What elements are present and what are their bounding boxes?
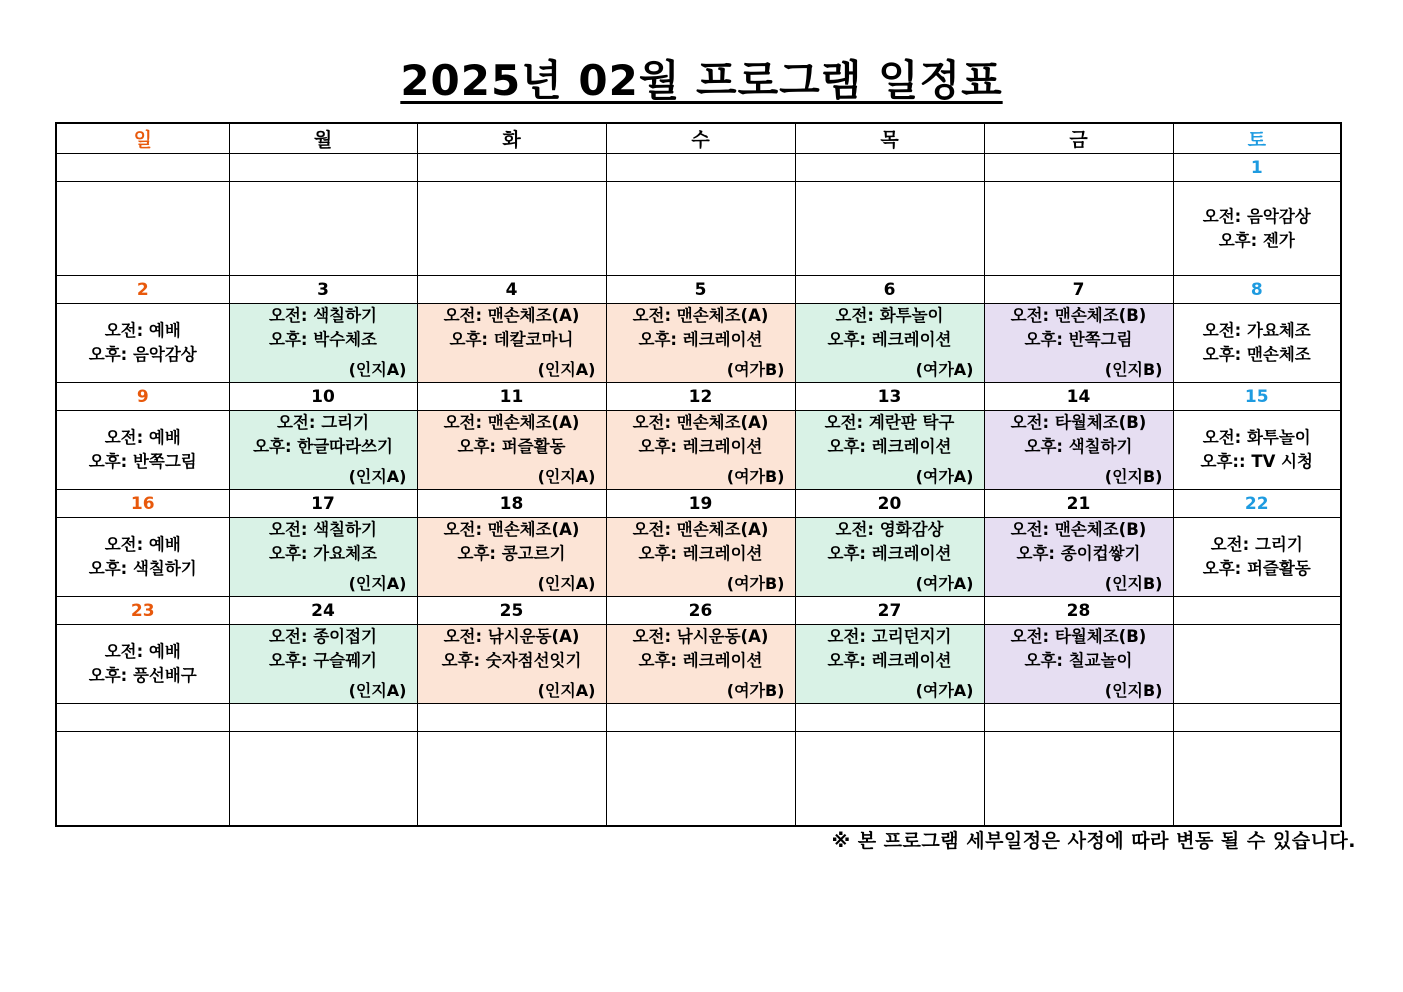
- program-tag: (여가B): [726, 467, 785, 486]
- weekday-header-row: [56, 123, 1341, 154]
- day-cell: [56, 411, 229, 490]
- day-number: [229, 704, 417, 732]
- am-activity: 오전: 예배: [104, 535, 181, 554]
- day-number: [229, 154, 417, 182]
- am-activity: 오전: 낚시운동(A): [443, 627, 580, 646]
- day-number: 15: [1173, 383, 1341, 411]
- day-cell: [56, 182, 229, 276]
- day-number: 11: [417, 383, 606, 411]
- pm-activity: 오후: 레크레이션: [827, 437, 952, 456]
- day-number: 13: [795, 383, 984, 411]
- am-activity: 오전: 예배: [104, 321, 181, 340]
- am-activity: 오전: 색칠하기: [269, 306, 377, 325]
- day-cell: [606, 411, 795, 490]
- program-tag: (인지A): [348, 574, 407, 593]
- program-tag: (인지A): [537, 467, 596, 486]
- day-number: [1173, 597, 1341, 625]
- day-cell: [56, 304, 229, 383]
- am-activity: 오전: 맨손체조(B): [1010, 520, 1147, 539]
- day-cell: [1173, 732, 1341, 827]
- day-number: 10: [229, 383, 417, 411]
- day-cell: [606, 625, 795, 704]
- pm-activity: 오후: 음악감상: [88, 345, 197, 364]
- day-number: 17: [229, 490, 417, 518]
- day-cell: [606, 732, 795, 827]
- schedule-calendar: [55, 122, 1342, 827]
- pm-activity: 오후: 색칠하기: [88, 559, 197, 578]
- day-number: 1: [1173, 154, 1341, 182]
- pm-activity: 오후: 한글따라쓰기: [253, 437, 393, 456]
- day-number: [417, 154, 606, 182]
- program-tag: (여가B): [726, 574, 785, 593]
- footnote: ※ 본 프로그램 세부일정은 사정에 따라 변동 될 수 있습니다.: [831, 830, 1356, 852]
- day-cell: [1173, 411, 1341, 490]
- am-activity: 오전: 가요체조: [1202, 321, 1311, 340]
- am-activity: 오전: 화투놀이: [1202, 428, 1311, 447]
- day-cell: [984, 304, 1173, 383]
- weekday-sun: 일: [56, 123, 229, 154]
- day-cell: [229, 304, 417, 383]
- pm-activity: 오후: 레크레이션: [638, 437, 763, 456]
- day-number: [795, 154, 984, 182]
- day-number: [795, 704, 984, 732]
- pm-activity: 오후: 젠가: [1218, 230, 1295, 250]
- day-content-row: [56, 304, 1341, 383]
- day-number: [606, 704, 795, 732]
- day-number: 2: [56, 276, 229, 304]
- program-tag: (인지A): [537, 574, 596, 593]
- weekday-mon: 월: [229, 123, 417, 154]
- day-number: 5: [606, 276, 795, 304]
- program-tag: (여가A): [915, 574, 974, 593]
- pm-activity: 오후: 레크레이션: [827, 330, 952, 349]
- day-cell: [1173, 518, 1341, 597]
- day-number-row: [56, 490, 1341, 518]
- day-cell: [229, 411, 417, 490]
- pm-activity: 오후: 박수체조: [269, 330, 377, 349]
- pm-activity: 오후: 데칼코마니: [449, 330, 574, 349]
- pm-activity: 오후: 숫자점선잇기: [441, 651, 582, 670]
- day-number: 8: [1173, 276, 1341, 304]
- day-number: 7: [984, 276, 1173, 304]
- am-activity: 오전: 화투놀이: [835, 306, 944, 325]
- day-number: 19: [606, 490, 795, 518]
- day-cell: [795, 304, 984, 383]
- pm-activity: 오후: 풍선배구: [88, 666, 197, 685]
- day-number: 26: [606, 597, 795, 625]
- day-cell: [984, 518, 1173, 597]
- day-number: 9: [56, 383, 229, 411]
- am-activity: 오전: 예배: [104, 428, 181, 447]
- day-cell: [56, 625, 229, 704]
- day-number: 3: [229, 276, 417, 304]
- day-number: 21: [984, 490, 1173, 518]
- program-tag: (인지B): [1104, 681, 1163, 700]
- day-cell: [417, 625, 606, 704]
- pm-activity: 오후: 구슬꿰기: [269, 651, 377, 670]
- am-activity: 오전: 맨손체조(A): [632, 520, 769, 539]
- am-activity: 오전: 타월체조(B): [1010, 627, 1147, 646]
- am-activity: 오전: 고리던지기: [827, 627, 952, 646]
- day-cell: [606, 182, 795, 276]
- am-activity: 오전: 종이접기: [269, 627, 377, 646]
- weekday-tue: 화: [417, 123, 606, 154]
- weekday-wed: 수: [606, 123, 795, 154]
- day-content-row: [56, 732, 1341, 827]
- am-activity: 오전: 음악감상: [1202, 206, 1311, 226]
- weekday-fri: 금: [984, 123, 1173, 154]
- pm-activity: 오후: 레크레이션: [827, 544, 952, 563]
- program-tag: (인지B): [1104, 360, 1163, 379]
- day-number: [984, 704, 1173, 732]
- day-number: 28: [984, 597, 1173, 625]
- pm-activity: 오후: 가요체조: [269, 544, 377, 563]
- program-tag: (인지A): [537, 681, 596, 700]
- day-cell: [1173, 625, 1341, 704]
- day-number: [56, 704, 229, 732]
- day-number-row: [56, 383, 1341, 411]
- day-cell: [984, 182, 1173, 276]
- pm-activity: 오후: 퍼즐활동: [1202, 559, 1311, 578]
- program-tag: (여가B): [726, 681, 785, 700]
- am-activity: 오전: 타월체조(B): [1010, 413, 1147, 432]
- day-cell: [229, 625, 417, 704]
- day-content-row: [56, 182, 1341, 276]
- program-tag: (인지A): [348, 681, 407, 700]
- pm-activity: 오후: 반쪽그림: [88, 452, 197, 471]
- am-activity: 오전: 색칠하기: [269, 520, 377, 539]
- pm-activity: 오후: 칠교놀이: [1024, 651, 1133, 670]
- day-cell: [56, 518, 229, 597]
- day-number: [984, 154, 1173, 182]
- day-number: 14: [984, 383, 1173, 411]
- program-tag: (여가A): [915, 360, 974, 379]
- am-activity: 오전: 낚시운동(A): [632, 627, 769, 646]
- day-number-row: [56, 276, 1341, 304]
- day-cell: [795, 732, 984, 827]
- am-activity: 오전: 맨손체조(A): [443, 306, 580, 325]
- pm-activity: 오후: 콩고르기: [457, 544, 566, 563]
- day-number: 23: [56, 597, 229, 625]
- program-tag: (인지A): [348, 467, 407, 486]
- day-number: 16: [56, 490, 229, 518]
- day-cell: [417, 182, 606, 276]
- pm-activity: 오후: 레크레이션: [638, 330, 763, 349]
- pm-activity: 오후: 색칠하기: [1024, 437, 1133, 456]
- day-cell: [1173, 304, 1341, 383]
- weekday-sat: 토: [1173, 123, 1341, 154]
- day-number: 27: [795, 597, 984, 625]
- day-cell: [795, 182, 984, 276]
- am-activity: 오전: 맨손체조(A): [443, 413, 580, 432]
- day-cell: [606, 304, 795, 383]
- am-activity: 오전: 맨손체조(B): [1010, 306, 1147, 325]
- day-number: [1173, 704, 1341, 732]
- day-number: 24: [229, 597, 417, 625]
- pm-activity: 오후: 레크레이션: [638, 544, 763, 563]
- day-cell: [229, 182, 417, 276]
- day-number: [56, 154, 229, 182]
- day-number: 18: [417, 490, 606, 518]
- day-number: 6: [795, 276, 984, 304]
- program-tag: (여가A): [915, 681, 974, 700]
- day-number: 20: [795, 490, 984, 518]
- day-number: 12: [606, 383, 795, 411]
- program-tag: (인지B): [1104, 574, 1163, 593]
- day-number-row: [56, 154, 1341, 182]
- day-cell: [417, 732, 606, 827]
- day-cell: [795, 625, 984, 704]
- day-cell: [229, 732, 417, 827]
- day-cell: [795, 518, 984, 597]
- program-tag: (인지B): [1104, 467, 1163, 486]
- program-tag: (인지A): [348, 360, 407, 379]
- day-number-row: [56, 597, 1341, 625]
- day-number: [606, 154, 795, 182]
- day-cell: [417, 411, 606, 490]
- am-activity: 오전: 그리기: [276, 413, 370, 432]
- am-activity: 오전: 영화감상: [835, 520, 944, 539]
- program-tag: (여가B): [726, 360, 785, 379]
- page-title: 2025년 02월 프로그램 일정표: [400, 56, 1003, 105]
- day-cell: [984, 411, 1173, 490]
- weekday-thu: 목: [795, 123, 984, 154]
- day-cell: [229, 518, 417, 597]
- pm-activity: 오후: 맨손체조: [1202, 345, 1311, 364]
- day-content-row: [56, 518, 1341, 597]
- day-cell: [795, 411, 984, 490]
- pm-activity: 오후: 레크레이션: [827, 651, 952, 670]
- am-activity: 오전: 맨손체조(A): [632, 306, 769, 325]
- day-cell: [417, 304, 606, 383]
- day-cell: [984, 732, 1173, 827]
- day-content-row: [56, 411, 1341, 490]
- day-cell: [984, 625, 1173, 704]
- am-activity: 오전: 예배: [104, 642, 181, 661]
- day-number: 22: [1173, 490, 1341, 518]
- day-number: 25: [417, 597, 606, 625]
- program-tag: (여가A): [915, 467, 974, 486]
- day-content-row: [56, 625, 1341, 704]
- day-cell: [1173, 182, 1341, 276]
- program-tag: (인지A): [537, 360, 596, 379]
- day-number: [417, 704, 606, 732]
- pm-activity: 오후: 퍼즐활동: [457, 437, 566, 456]
- pm-activity: 오후: 레크레이션: [638, 651, 763, 670]
- am-activity: 오전: 그리기: [1210, 535, 1303, 554]
- day-cell: [606, 518, 795, 597]
- day-cell: [417, 518, 606, 597]
- pm-activity: 오후:: TV 시청: [1200, 452, 1313, 471]
- day-number: 4: [417, 276, 606, 304]
- pm-activity: 오후: 반쪽그림: [1024, 330, 1133, 349]
- day-cell: [56, 732, 229, 827]
- am-activity: 오전: 맨손체조(A): [632, 413, 769, 432]
- pm-activity: 오후: 종이컵쌓기: [1016, 544, 1141, 563]
- am-activity: 오전: 맨손체조(A): [443, 520, 580, 539]
- am-activity: 오전: 계란판 탁구: [824, 413, 955, 432]
- day-number-row: [56, 704, 1341, 732]
